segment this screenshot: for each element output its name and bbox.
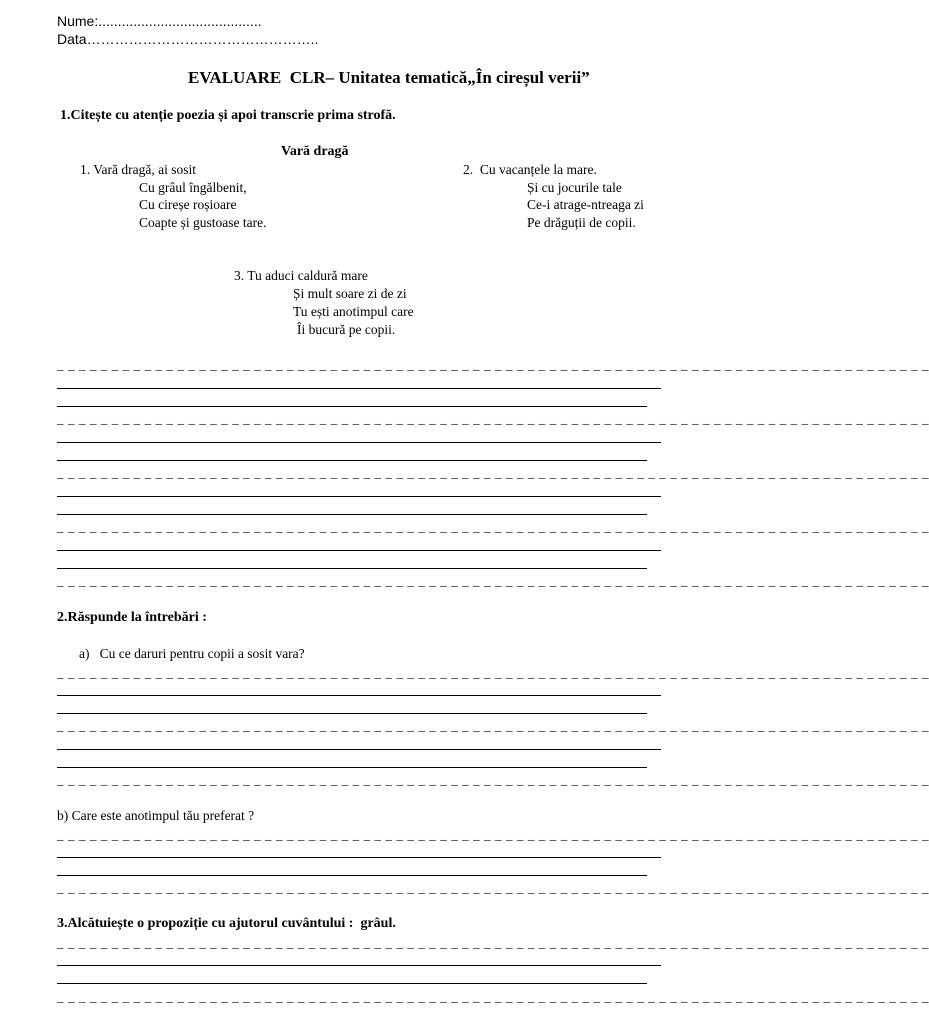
writing-line[interactable] (57, 767, 647, 768)
question-b: b) Care este anotimpul tău preferat ? (57, 808, 255, 823)
poem-line: 3. Tu aduci caldură mare (234, 268, 368, 283)
writing-line[interactable] (57, 496, 661, 497)
writing-line[interactable] (57, 749, 661, 750)
poem-line: Pe drăguții de copii. (527, 215, 636, 230)
poem-line: 1. Vară dragă, ai sosit (80, 162, 196, 177)
poem-line: Ce-i atrage-ntreaga zi (527, 197, 644, 212)
poem-line: Și cu jocurile tale (527, 180, 622, 195)
exercise-3-instruction: 3.Alcătuiește o propoziție cu ajutorul cuvântului : grâul. (57, 916, 396, 931)
poem-title: Vară dragă (281, 144, 349, 159)
name-field-label: Nume:.......................................... (57, 13, 262, 29)
poem-line: Coapte și gustoase tare. (139, 215, 267, 230)
question-a: a) Cu ce daruri pentru copii a sosit vara? (79, 646, 305, 661)
writing-line[interactable] (57, 983, 647, 984)
poem-line: Și mult soare zi de zi (293, 286, 407, 301)
worksheet-title: EVALUARE CLR– Unitatea tematică„În cireșul verii” (188, 68, 590, 87)
writing-line[interactable]: _ _ _ _ _ _ _ _ _ _ _ _ _ _ _ _ _ _ _ _ _ _ _ _ _ _ _ _ _ _ _ _ _ _ _ _ _ _ _ _ _ _ _ _ _ _ _ _ _ _ _ _ _ _ _ _ _ _ _ _ _ _ _ _ _ _ _ _ _ _ _ _ _ _ _ _ _ _ _ _ (57, 519, 929, 534)
poem-line: Tu ești anotimpul care (293, 304, 414, 319)
writing-line[interactable]: _ _ _ _ _ _ _ _ _ _ _ _ _ _ _ _ _ _ _ _ _ _ _ _ _ _ _ _ _ _ _ _ _ _ _ _ _ _ _ _ _ _ _ _ _ _ _ _ _ _ _ _ _ _ _ _ _ _ _ _ _ _ _ _ _ _ _ _ _ _ _ _ _ _ _ _ _ _ _ _ (57, 880, 929, 895)
writing-line[interactable]: _ _ _ _ _ _ _ _ _ _ _ _ _ _ _ _ _ _ _ _ _ _ _ _ _ _ _ _ _ _ _ _ _ _ _ _ _ _ _ _ _ _ _ _ _ _ _ _ _ _ _ _ _ _ _ _ _ _ _ _ _ _ _ _ _ _ _ _ _ _ _ _ _ _ _ _ _ _ _ _ (57, 573, 929, 588)
writing-line[interactable]: _ _ _ _ _ _ _ _ _ _ _ _ _ _ _ _ _ _ _ _ _ _ _ _ _ _ _ _ _ _ _ _ _ _ _ _ _ _ _ _ _ _ _ _ _ _ _ _ _ _ _ _ _ _ _ _ _ _ _ _ _ _ _ _ _ _ _ _ _ _ _ _ _ _ _ _ _ _ _ _ (57, 465, 929, 480)
date-field-label: Data………………………………………….. (57, 31, 319, 47)
poem-line: 2. Cu vacanțele la mare. (463, 162, 597, 177)
writing-line[interactable] (57, 388, 661, 389)
writing-line[interactable]: _ _ _ _ _ _ _ _ _ _ _ _ _ _ _ _ _ _ _ _ _ _ _ _ _ _ _ _ _ _ _ _ _ _ _ _ _ _ _ _ _ _ _ _ _ _ _ _ _ _ _ _ _ _ _ _ _ _ _ _ _ _ _ _ _ _ _ _ _ _ _ _ _ _ _ _ _ _ _ _ (57, 989, 929, 1004)
poem-line: Cu cireșe roșioare (139, 197, 237, 212)
poem-line: Cu grâul îngălbenit, (139, 180, 247, 195)
writing-line[interactable] (57, 442, 661, 443)
writing-line[interactable] (57, 568, 647, 569)
writing-line[interactable] (57, 713, 647, 714)
writing-line[interactable]: _ _ _ _ _ _ _ _ _ _ _ _ _ _ _ _ _ _ _ _ _ _ _ _ _ _ _ _ _ _ _ _ _ _ _ _ _ _ _ _ _ _ _ _ _ _ _ _ _ _ _ _ _ _ _ _ _ _ _ _ _ _ _ _ _ _ _ _ _ _ _ _ _ _ _ _ _ _ _ _ (57, 357, 929, 372)
writing-line[interactable]: _ _ _ _ _ _ _ _ _ _ _ _ _ _ _ _ _ _ _ _ _ _ _ _ _ _ _ _ _ _ _ _ _ _ _ _ _ _ _ _ _ _ _ _ _ _ _ _ _ _ _ _ _ _ _ _ _ _ _ _ _ _ _ _ _ _ _ _ _ _ _ _ _ _ _ _ _ _ _ _ (57, 718, 929, 733)
writing-line[interactable] (57, 857, 661, 858)
writing-line[interactable] (57, 460, 647, 461)
exercise-2-instruction: 2.Răspunde la întrebări : (57, 610, 207, 625)
writing-line[interactable] (57, 695, 661, 696)
poem-line: Îi bucură pe copii. (297, 322, 396, 337)
writing-line[interactable]: _ _ _ _ _ _ _ _ _ _ _ _ _ _ _ _ _ _ _ _ _ _ _ _ _ _ _ _ _ _ _ _ _ _ _ _ _ _ _ _ _ _ _ _ _ _ _ _ _ _ _ _ _ _ _ _ _ _ _ _ _ _ _ _ _ _ _ _ _ _ _ _ _ _ _ _ _ _ _ _ (57, 411, 929, 426)
writing-line[interactable]: _ _ _ _ _ _ _ _ _ _ _ _ _ _ _ _ _ _ _ _ _ _ _ _ _ _ _ _ _ _ _ _ _ _ _ _ _ _ _ _ _ _ _ _ _ _ _ _ _ _ _ _ _ _ _ _ _ _ _ _ _ _ _ _ _ _ _ _ _ _ _ _ _ _ _ _ _ _ _ _ (57, 935, 929, 950)
writing-line[interactable] (57, 406, 647, 407)
writing-line[interactable] (57, 875, 647, 876)
exercise-1-instruction: 1.Citește cu atenție poezia și apoi transcrie prima strofă. (60, 108, 396, 123)
writing-line[interactable] (57, 550, 661, 551)
writing-line[interactable]: _ _ _ _ _ _ _ _ _ _ _ _ _ _ _ _ _ _ _ _ _ _ _ _ _ _ _ _ _ _ _ _ _ _ _ _ _ _ _ _ _ _ _ _ _ _ _ _ _ _ _ _ _ _ _ _ _ _ _ _ _ _ _ _ _ _ _ _ _ _ _ _ _ _ _ _ _ _ _ _ (57, 772, 929, 787)
writing-line[interactable]: _ _ _ _ _ _ _ _ _ _ _ _ _ _ _ _ _ _ _ _ _ _ _ _ _ _ _ _ _ _ _ _ _ _ _ _ _ _ _ _ _ _ _ _ _ _ _ _ _ _ _ _ _ _ _ _ _ _ _ _ _ _ _ _ _ _ _ _ _ _ _ _ _ _ _ _ _ _ _ _ (57, 665, 929, 680)
writing-line[interactable] (57, 965, 661, 966)
writing-line[interactable]: _ _ _ _ _ _ _ _ _ _ _ _ _ _ _ _ _ _ _ _ _ _ _ _ _ _ _ _ _ _ _ _ _ _ _ _ _ _ _ _ _ _ _ _ _ _ _ _ _ _ _ _ _ _ _ _ _ _ _ _ _ _ _ _ _ _ _ _ _ _ _ _ _ _ _ _ _ _ _ _ (57, 827, 929, 842)
writing-line[interactable] (57, 514, 647, 515)
